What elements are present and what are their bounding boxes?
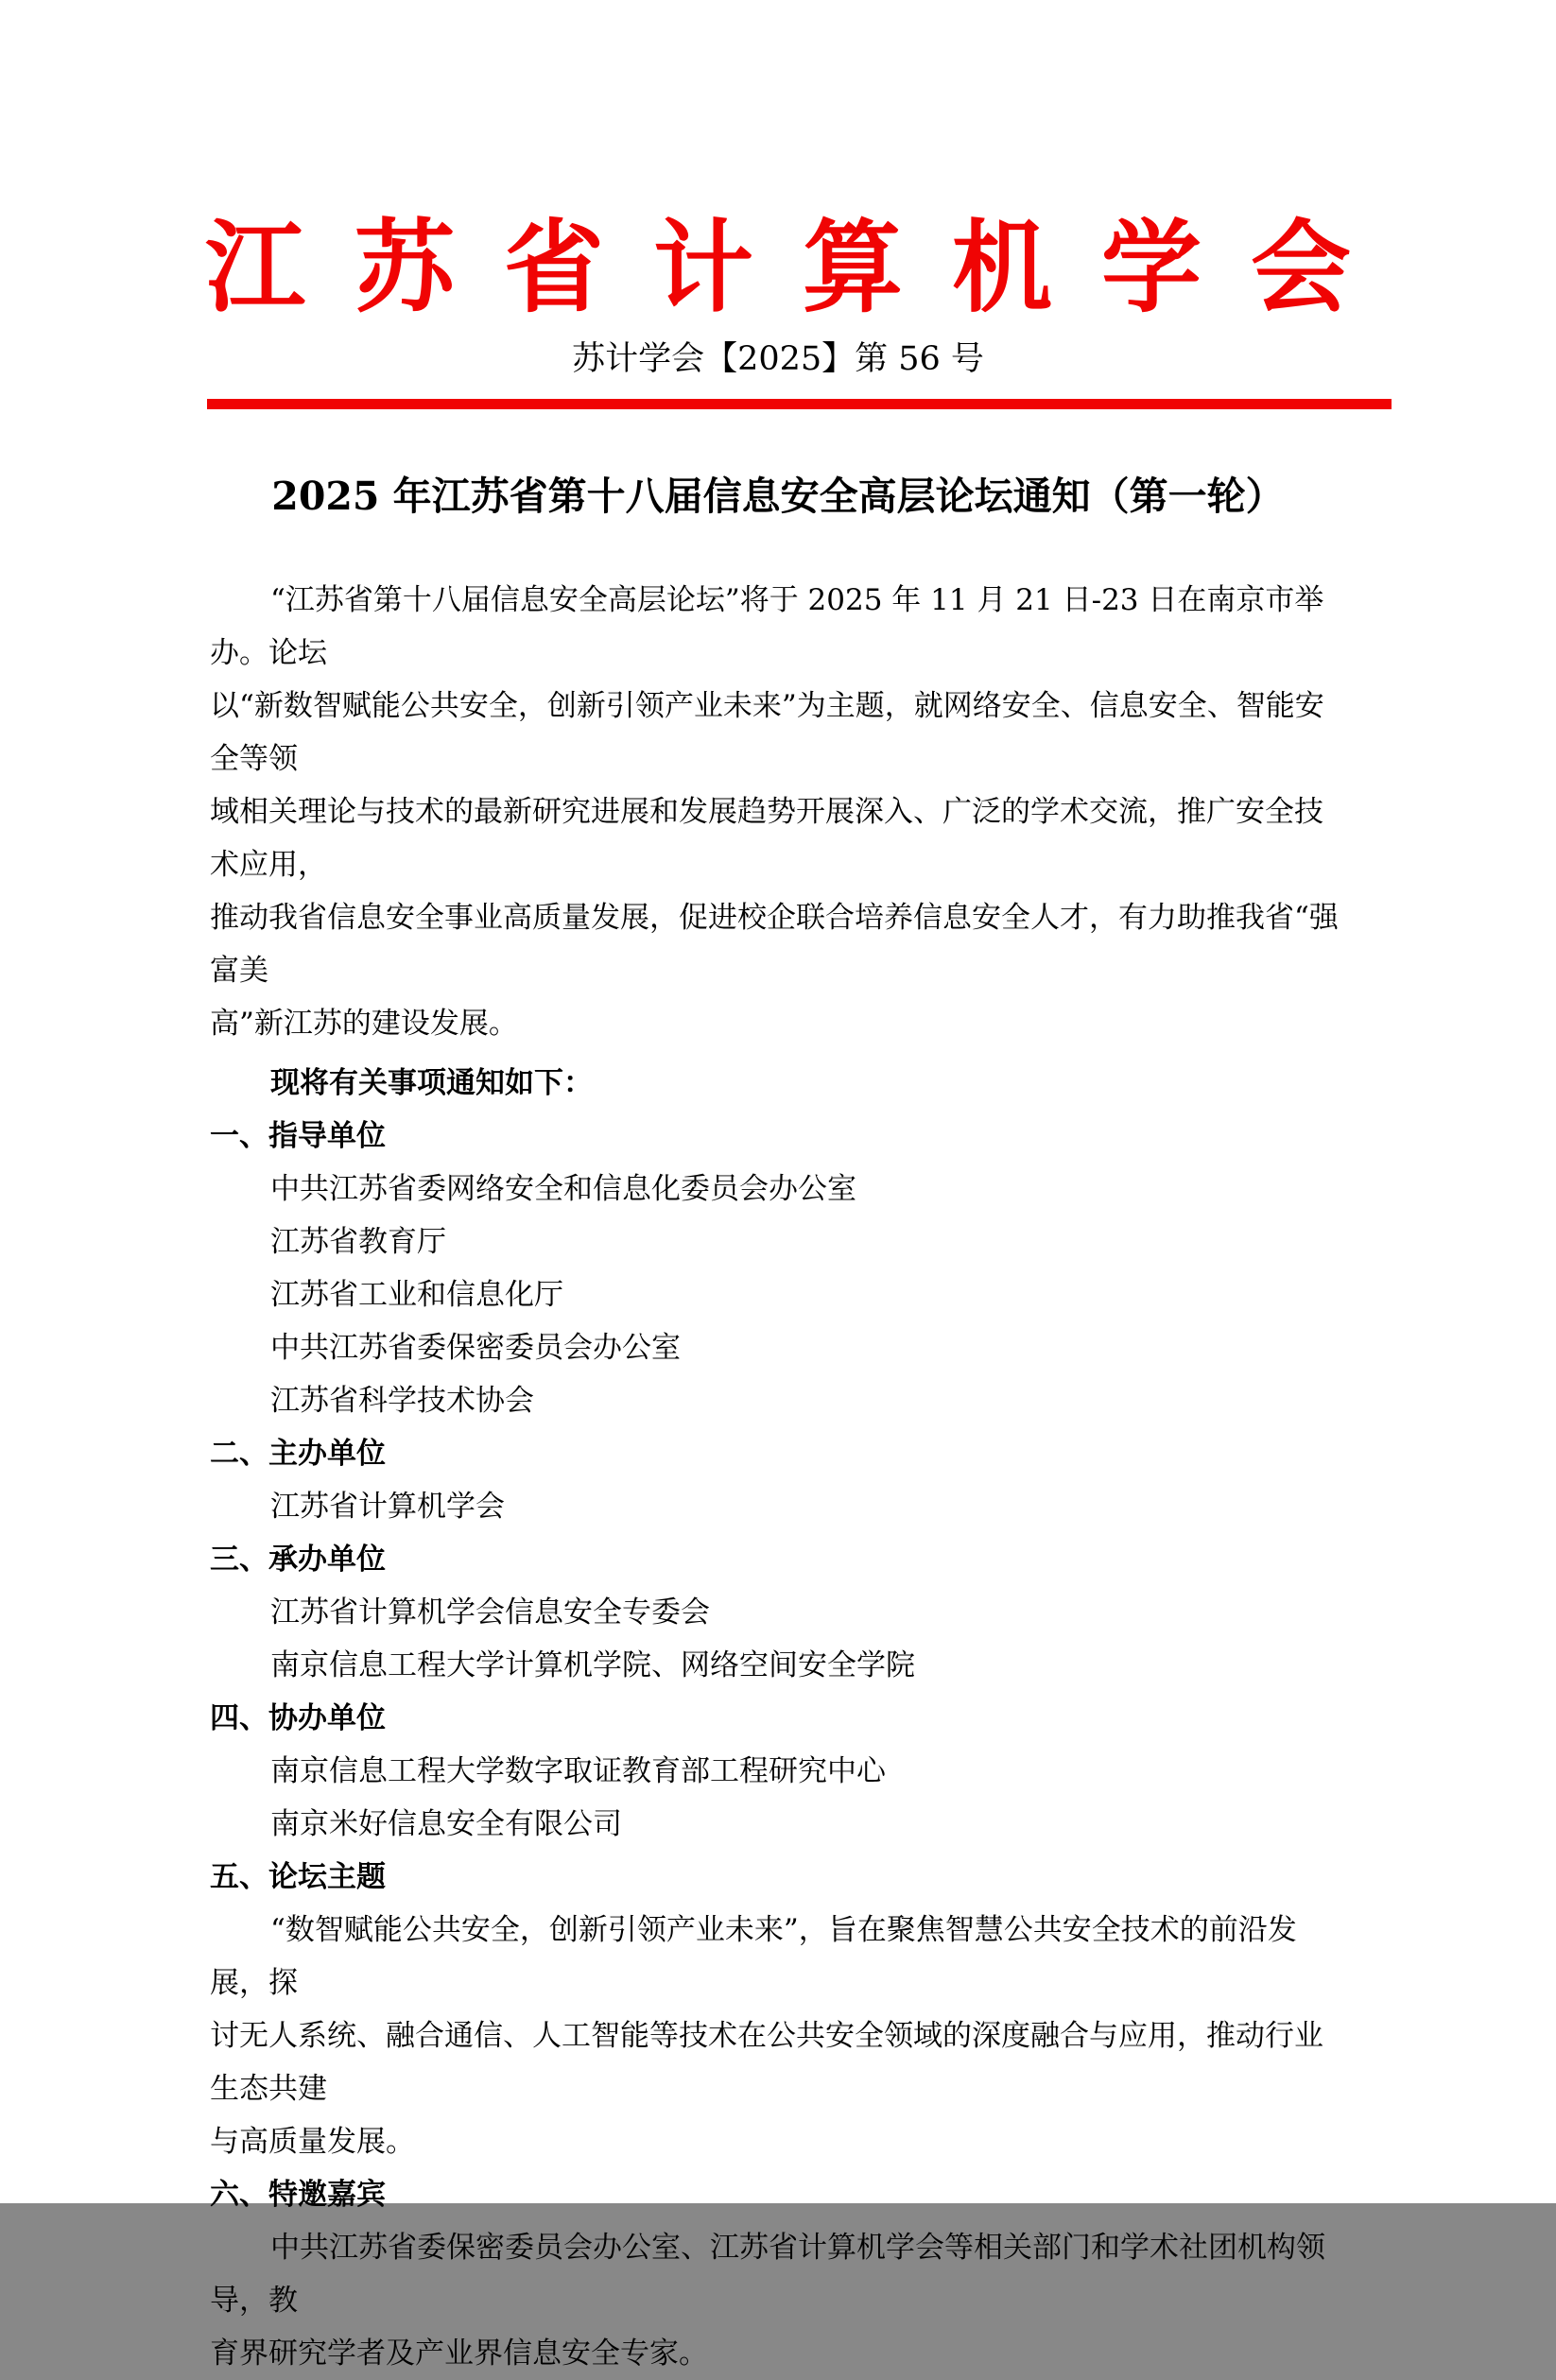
body-line: 南京米好信息安全有限公司 [270,1807,622,1841]
section-heading: 六、特邀嘉宾 [210,2178,386,2212]
document-number: 苏计学会【2025】第 56 号 [572,340,984,378]
body-line: 南京信息工程大学计算机学院、网络空间安全学院 [270,1648,915,1682]
body-line: 与高质量发展。 [210,2125,415,2159]
body-line: 江苏省教育厅 [270,1225,446,1259]
body-line: 南京信息工程大学数字取证教育部工程研究中心 [270,1754,886,1788]
body-line: 育界研究学者及产业界信息安全专家。 [210,2337,708,2371]
section-heading: 四、协办单位 [210,1701,386,1735]
letterhead-org-title: 江苏省计算机学会 [205,208,1400,326]
body-line: “江苏省第十八届信息安全高层论坛”将于 2025 年 11 月 21 日-23 日在南京市举办。论坛 [210,583,1324,670]
body-line: 中共江苏省委网络安全和信息化委员会办公室 [270,1172,856,1206]
body-line: 推动我省信息安全事业高质量发展，促进校企联合培养信息安全人才，有力助推我省“强富美 [210,901,1339,988]
body-line: 中共江苏省委保密委员会办公室、江苏省计算机学会等相关部门和学术社团机构领导，教 [210,2231,1325,2318]
section-heading: 三、承办单位 [210,1543,386,1577]
body-line: 江苏省科学技术协会 [270,1384,534,1418]
body-line: 以“新数智赋能公共安全，创新引领产业未来”为主题，就网络安全、信息安全、智能安全等领 [210,689,1324,776]
body-line: 高”新江苏的建设发展。 [210,1007,518,1041]
section-heading: 二、主办单位 [210,1437,386,1471]
body-line: 讨无人系统、融合通信、人工智能等技术在公共安全领域的深度融合与应用，推动行业生态共建 [210,2019,1323,2106]
document-title: 2025 年江苏省第十八届信息安全高层论坛通知（第一轮） [271,474,1285,519]
section-heading: 一、指导单位 [210,1119,386,1153]
body-line: 江苏省计算机学会信息安全专委会 [270,1595,710,1630]
body-line: 现将有关事项通知如下： [270,1066,593,1100]
body-line: 中共江苏省委保密委员会办公室 [270,1331,681,1365]
body-line: 江苏省工业和信息化厅 [270,1278,563,1312]
letterhead-divider-line [207,399,1392,409]
body-line: 江苏省计算机学会 [270,1490,505,1524]
body-line: “数智赋能公共安全，创新引领产业未来”，旨在聚焦智慧公共安全技术的前沿发展，探 [210,1913,1297,2000]
document-body [210,574,1352,2380]
body-line: 域相关理论与技术的最新研究进展和发展趋势开展深入、广泛的学术交流，推广安全技术应用， [210,795,1323,882]
section-heading: 五、论坛主题 [210,1860,386,1894]
